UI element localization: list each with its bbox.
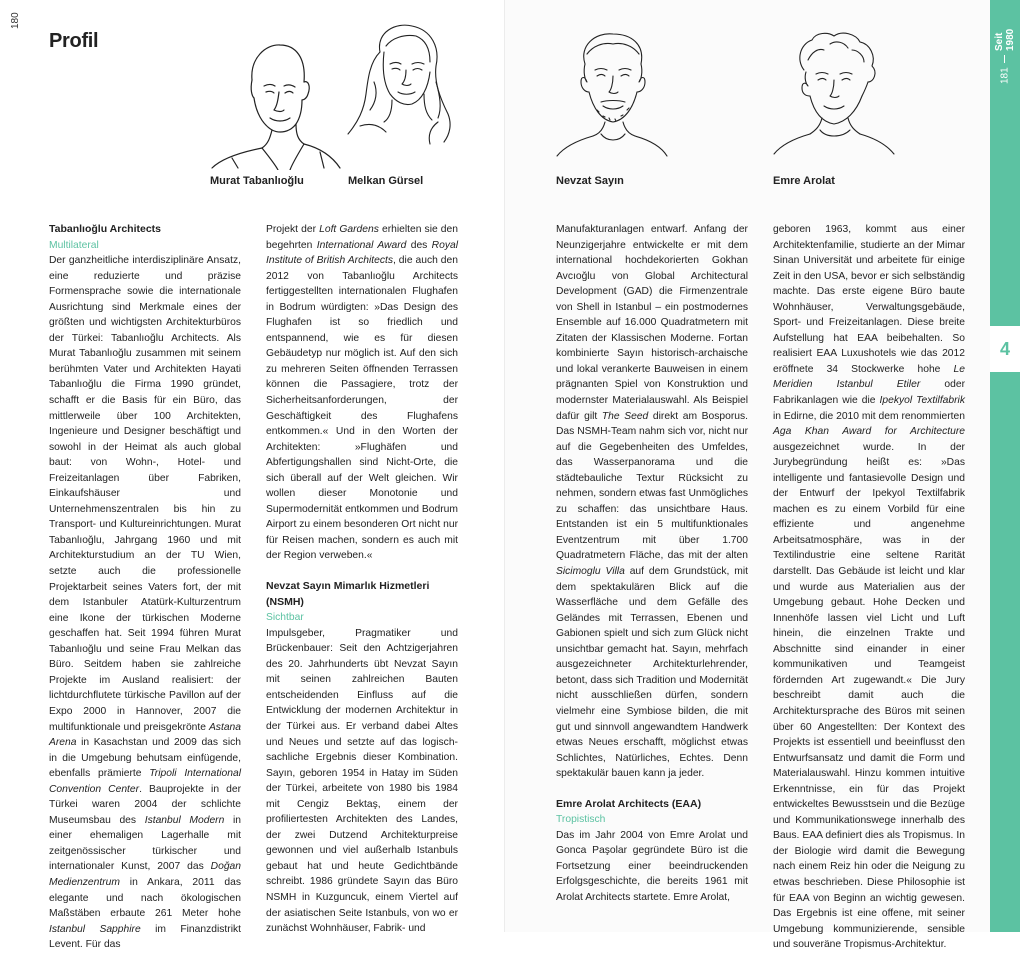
body-paragraph: Manufakturanlagen entwarf. Anfang der Neunzigerjahre entwickelte er mit dem international hochdekorierten Gokhan Avcıoğlu von Global Architectural Development (GAD) die Firmenzentrale von Shell in Istanbul – ein postmodernes Ensemble auf 16.000 Quadratmetern mit Zitaten der Klassischen Moderne. Fortan kombinierte Sayın historisch-archaische und lokal verankerte Bauweisen in einem prägnanten Spiel von Konstruktion und modernster Materialauswahl. Als Beispiel dafür gilt The Seed direkt am Bosporus. Das NSMH-Team nahm sich vor, nicht nur auf die Gegebenheiten des Umfeldes, das Wasserpanorama und die städtebauliche Textur Rücksicht zu nehmen, sondern etwas fast Unmögliches zu schaffen: das unsichtbare Haus. Entstanden ist ein 5 multifunktionales Eventzentrum mit über 1.700 Quadratmetern Fläche, das mit der alten Sicimoglu Villa auf dem Grundstück, mit dem spektakulären Blick auf die Wasserfläche und dem Gefälle des Geländes mit Terrassen, Ebenen und Gabionen spielt und sich zum Glück nicht unsichtbar gemacht hat. Sayın, mehrfach ausgezeichneter Architekturlehrender, betont, dass sich Tradition und Modernität nicht ausschließen dürfen, sondern vielmehr eine Symbiose bilden, die mit gut und sinnvoll angewandtem Handwerk etwas Neues erschafft, möglichst etwas Schlichtes, Natürliches, Echtes. Denn spektakulär bauen kann ja jeder. (556, 224, 748, 780)
body-paragraph: Das im Jahr 2004 von Emre Arolat und Gonca Paşolar gegründete Büro ist die Fortsetzung einer beeindruckenden Erfolgsgeschichte, die bereits 1961 mit Arolat Architects startete. Emre Arolat, (556, 829, 748, 903)
left-page-number: 180 (10, 12, 21, 30)
text-column-4 (773, 222, 965, 953)
separator (1005, 55, 1006, 63)
section-heading: Emre Arolat Architects (EAA) (556, 797, 702, 810)
section-label (990, 8, 1020, 84)
person-name: Emre Arolat (773, 175, 835, 187)
section-subheading: Tropistisch (556, 814, 606, 826)
section-heading: Tabanlıoğlu Architects (49, 223, 162, 235)
text-column-1 (49, 222, 241, 953)
page-gutter (504, 0, 505, 932)
woman-long-hair-portrait-icon (340, 22, 455, 147)
text-column-2 (266, 222, 458, 937)
section-title: Seit 1980 (994, 29, 1016, 52)
man-bald-portrait-icon (208, 40, 343, 170)
section-subheading: Multilateral (49, 239, 99, 251)
body-paragraph: Projekt der Loft Gardens erhielten sie den begehrten International Award des Royal Institute of British Architects, die auch den 2012 von Tabanlıoğlu Architects fertiggestellten internationalen Flughafen in Bodrum würdigten: »Das Design des Flughafen ist so friedlich und entspannend, wie es für diesen Gebäudetyp nur möglich ist. Auf den sich zu mehreren Seiten öffnenden Terrassen können die Passagiere, trotz der Sicherheitsanforderungen, der Geschäftigkeit des Flughafens entkommen.« Und in den Worten der Architekten: »Flughäfen und Abfertigungshallen sind Nicht-Orte, die sich überall auf der Welt gleichen. Wir wollen dieser Monotonie und Supermodernität entkommen und Bodrum Airport zu einem besonderen Ort nicht nur für Reisen machen, sondern es auch mit der Region verweben.« (266, 224, 458, 562)
body-paragraph: Impulsgeber, Pragmatiker und Brückenbauer: Seit den Achtzigerjahren des 20. Jahrhunderts übt Nevzat Sayın mit seinen zahlreichen Bauten entscheidenden Einfluss auf die Entwicklung der modernen Architektur in der Türkei aus. Er verband dabei Altes und Neues und setzte auf das logisch-sachliche Ergebnis dieser Kombination. Sayın, geboren 1954 in Hatay im Süden der Türkei, arbeitete von 1980 bis 1984 mit Cengiz Bektaş, einem der profiliertesten Architekten des Landes, der zwei Dutzend Architekturpreise gewonnen und viel außerhalb Istanbuls gebaut hat und heute Gedichtbände schreibt. 1986 gründete Sayın das Büro NSMH in Kuzguncuk, einem Viertel auf der asiatischen Seite Istanbuls, von wo er zunächst Wohnhäuser, Fabrik- und (266, 627, 458, 935)
text-column-3 (556, 222, 748, 906)
man-stubble-portrait-icon (555, 30, 670, 158)
chapter-tab[interactable]: 4 (990, 326, 1020, 372)
person-name: Nevzat Sayın (556, 175, 624, 187)
person-name: Murat Tabanlıoğlu (210, 175, 304, 187)
section-heading: Nevzat Sayın Mimarlık Hizmetleri (NSMH) (266, 580, 430, 608)
body-paragraph: geboren 1963, kommt aus einer Architektenfamilie, studierte an der Mimar Sinan Universität und arbeitete für einige Zeit in den USA, bevor er sich selbständig machte. Das erste eigene Büro baute Wohnhäuser, Verwaltungsgebäude, Sport- und Freizeitanlagen. Diese breite Aufstellung hat EAA beibehalten. So realisiert EAA Luxushotels wie das 2012 eröffnete 34 Stockwerke hohe Le Meridien Istanbul Etiler oder Fabrikanlagen wie die Ipekyol Textilfabrik in Edirne, die 2010 mit dem renommierten Aga Khan Award for Architecture ausgezeichnet wurde. In der Jurybegründung heißt es: »Das intelligente und fantasievolle Design und der Entwurf der Ipekyol Textilfabrik machen es zu einem Vorbild für eine effiziente und angenehme Arbeitsatmosphäre, was in der Textilindustrie eine seltene Rarität darstellt. Das Gebäude ist leicht und klar und wurde aus Materialien aus der Umgebung gebaut. Hohe Decken und Innenhöfe lassen viel Licht und Luft hinein, die einzelnen Trakte und Abschnitte sind einander in einer kommunikativen und Teamgeist fördernden Art zugewandt.« Die Jury beschreibt damit auch die Architektursprache des Büros mit seinen über 60 Angestellten: Der Kontext des Projekts ist essentiell und beeinflusst den Entwurfsansatz und damit die Form und Materialauswahl. Hinzu kommen intuitive Erkenntnisse, ein für das Projekt entwickeltes Bewusstsein und die Bezüge und Kommunikationswege innerhalb des Baus. EAA definiert dies als Tropismus. In der Biologie wird damit die Bewegung nach einem Reiz hin oder die Neigung zu etwas beschrieben. Diese Philosophie ist für EAA von Beginn an wichtig gewesen. Das Ergebnis ist eine offene, mit seiner Umgebung kommunizierende, sensible und souveräne Tropismus-Architektur. (773, 224, 965, 951)
body-paragraph: Der ganzheitliche interdisziplinäre Ansatz, eine reduzierte und präzise Formensprache sowie die internationale Ausrichtung sind Merkmale eines der größten und wichtigsten Architekturbüros der Türkei: Tabanlıoğlu Architects. Als Murat Tabanlıoğlu zusammen mit seinem berühmten Vater und Architekten Hayati Tabanlıoğlu die Firma 1990 gründet, schafft er die Basis für ein Büro, das mittlerweile über 100 Architekten, Ingenieure und Designer beschäftigt und sowohl in der Heimat als auch global baut: von Wohn-, Hotel- und Freizeitanlagen über Fabriken, Einkaufshäuser und Unternehmenszentralen bis hin zu Transport- und Kultureinrichtungen. Murat Tabanlıoğlu, Jahrgang 1960 und mit Architekturstudium an der TU Wien, setzte auch die professionelle Projektarbeit seines Vaters fort, der mit dem Istanbuler Atatürk-Kulturzentrum eine Ikone der türkischen Moderne geschaffen hat. Seit 1994 führen Murat Tabanlıoğlu und seine Frau Melkan das Büro. Seitdem haben sie zahlreiche Projekte im Ausland realisiert: der lichtdurchflutete türkische Pavillon auf der Expo 2000 in Hannover, 2007 die multifunktionale und preisgekrönte Astana Arena in Kasachstan und 2009 das sich in die Umgebung behutsam einfügende, ebenfalls prämierte Tripoli International Convention Center. Bauprojekte in der Türkei waren 2004 der schlichte Museumsbau des Istanbul Modern in einer ehemaligen Lagerhalle mit zeitgenössischer türkischer und internationaler Kunst, 2007 das Doğan Medienzentrum in Ankara, 2011 das elegante und nach ökologischen Maßstäben erbaute 261 Meter hohe Istanbul Sapphire im Finanzdistrikt Levent. Für das (49, 255, 242, 951)
person-name: Melkan Gürsel (348, 175, 424, 187)
section-sidebar (990, 0, 1020, 932)
right-page-number: 181 (999, 67, 1011, 84)
section-subheading: Sichtbar (266, 612, 304, 624)
page-title: Profil (49, 30, 99, 52)
man-curly-hair-portrait-icon (770, 30, 900, 158)
